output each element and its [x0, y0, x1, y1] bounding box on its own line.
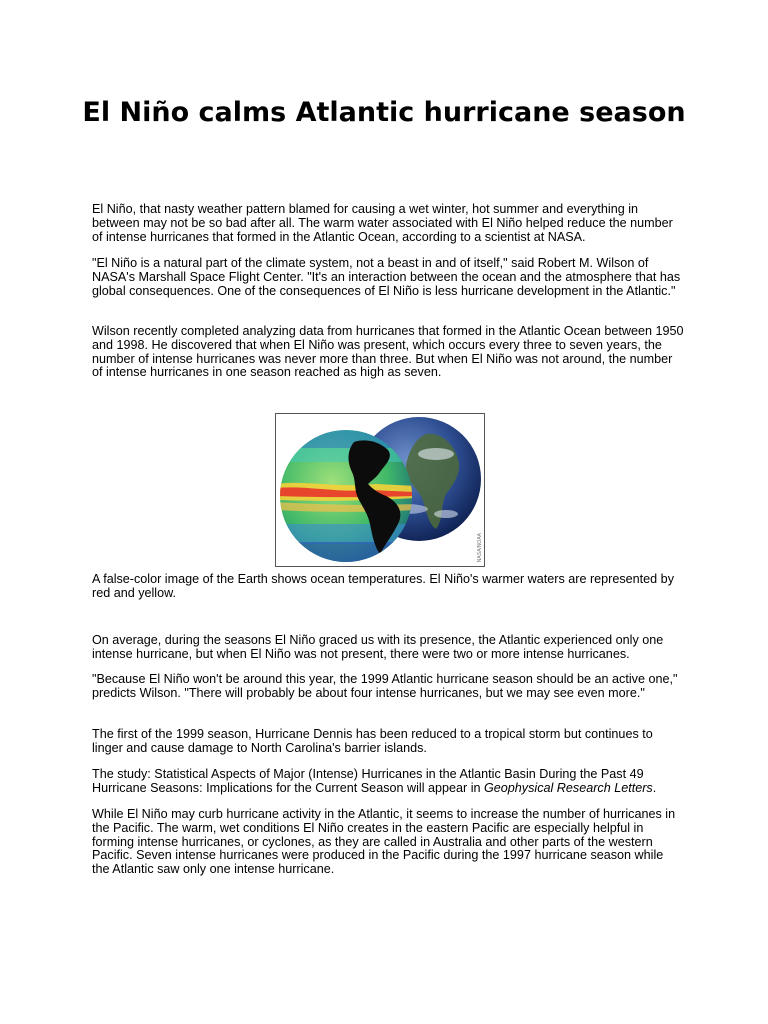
paragraph-dennis: The first of the 1999 season, Hurricane Dennis has been reduced to a tropical storm but continues to linger and cause damage to North Carolina's barrier islands.: [92, 727, 653, 755]
paragraph-pacific: While El Niño may curb hurricane activity in the Atlantic, it seems to increase the number of hurricanes in the Pacific. The warm, wet conditions El Niño creates in the eastern Pacific are especially helpful in forming intense hurricanes, or cyclones, as they are called in Australia and other parts of the western Pacific. Seven intense hurricanes were produced in the Pacific during the 1997 hurricane season while the Atlantic saw only one intense hurricane.: [92, 807, 676, 877]
paragraph-analysis: Wilson recently completed analyzing data from hurricanes that formed in the Atlantic Ocean between 1950 and 1998. He discovered that when El Niño was present, which occurs every three to seven years, the number of intense hurricanes was never more than three. But when El Niño was not around, the number of intense hurricanes in one season reached as high as seven.: [92, 324, 684, 380]
paragraph-study: [92, 768, 684, 796]
paragraph-intro: El Niño, that nasty weather pattern blamed for causing a wet winter, hot summer and everything in between may not be so bad after all. The warm water associated with El Niño helped reduce the number of intense hurricanes that formed in the Atlantic Ocean, according to a scientist at NASA.: [92, 202, 673, 244]
image-credit: NASA/NOAA: [477, 532, 483, 562]
earth-temperature-image: [275, 413, 485, 567]
paragraph-wilson-quote: "El Niño is a natural part of the climate system, not a beast in and of itself," said Robert M. Wilson of NASA's Marshall Space Flight Center. "It's an interaction between the ocean and the atmosphere that has global consequences. One of the consequences of El Niño is less hurricane development in the Atlantic.": [92, 256, 681, 298]
paragraph-prediction: "Because El Niño won't be around this year, the 1999 Atlantic hurricane season should be an active one," predicts Wilson. "There will probably be about four intense hurricanes, but we may see even more.": [92, 672, 678, 700]
figure-caption: A false-color image of the Earth shows ocean temperatures. El Niño's warmer waters are represented by red and yellow.: [92, 572, 674, 600]
globe-illustration: [276, 414, 484, 566]
article-title: El Niño calms Atlantic hurricane season: [82, 97, 686, 128]
journal-name: Geophysical Research Letters: [484, 780, 653, 795]
study-text: The study: Statistical Aspects of Major (Intense) Hurricanes in the Atlantic Basin During the Past 49 Hurricane Seasons: Implications for the Current Season will appear in: [92, 767, 644, 795]
paragraph-average: On average, during the seasons El Niño graced us with its presence, the Atlantic experienced only one intense hurricane, but when El Niño was not present, there were two or more intense hurricanes.: [92, 633, 664, 661]
study-end: .: [652, 780, 657, 795]
